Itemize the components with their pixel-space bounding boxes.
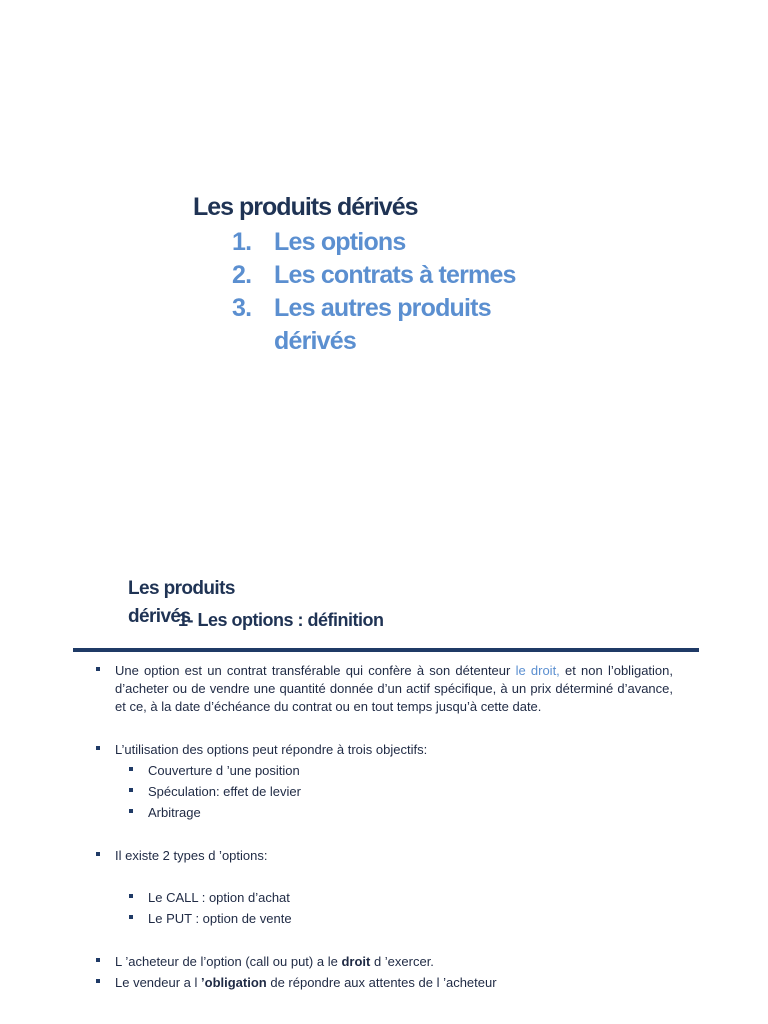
list-item-number: 1. [232,228,252,256]
sub-bullet: Spéculation: effet de levier [128,783,673,801]
section-divider [73,648,699,652]
bullet-text: et non l’obligation, d’acheter ou de vendre une quantité donnée d’un actif spécifique, à un prix déterminé d’avance, et ce, à la date d’échéance du contrat ou en tout temps jusqu’à cette date. [115,663,673,714]
slide2-subtitle: 1- Les options : définition [178,610,384,630]
bullet-seller [95,974,673,992]
sub-bullet: Le PUT : option de vente [128,910,673,928]
sub-bullet: Le CALL : option d’achat [128,889,673,907]
slide1-outline-list [232,226,552,358]
sub-bullet: Arbitrage [128,804,673,822]
list-item-number: 2. [232,261,252,289]
bold-text: droit [341,954,371,969]
bullet-buyer [95,953,673,971]
bold-text: ’obligation [201,975,267,990]
sub-bullet: Couverture d ’une position [128,762,673,780]
bullet-objectives: L’utilisation des options peut répondre à trois objectifs: [95,741,673,759]
bullet-definition [95,662,673,716]
list-item [232,292,552,358]
list-item-label: Les contrats à termes [274,261,516,289]
list-item-label: Les options [274,228,406,256]
bullet-text: L ’acheteur de l’option (call ou put) a le [115,954,342,969]
bullet-types: Il existe 2 types d ’options: [95,847,673,865]
slide2-body [95,662,673,992]
bullet-text: d ’exercer. [370,954,434,969]
bullet-text: Une option est un contrat transférable qui confère à son détenteur [115,663,516,678]
list-item [232,259,552,292]
bullet-text: Le vendeur a l [115,975,202,990]
list-item-label: Les autres produits dérivés [274,294,491,355]
list-item [232,226,552,259]
bullet-text: de répondre aux attentes de l ’acheteur [266,975,497,990]
highlight-text: le droit, [515,663,560,678]
slide1-title: Les produits dérivés [193,193,418,221]
slide2-heading: Les produits dérivés [128,578,235,627]
list-item-number: 3. [232,294,252,322]
